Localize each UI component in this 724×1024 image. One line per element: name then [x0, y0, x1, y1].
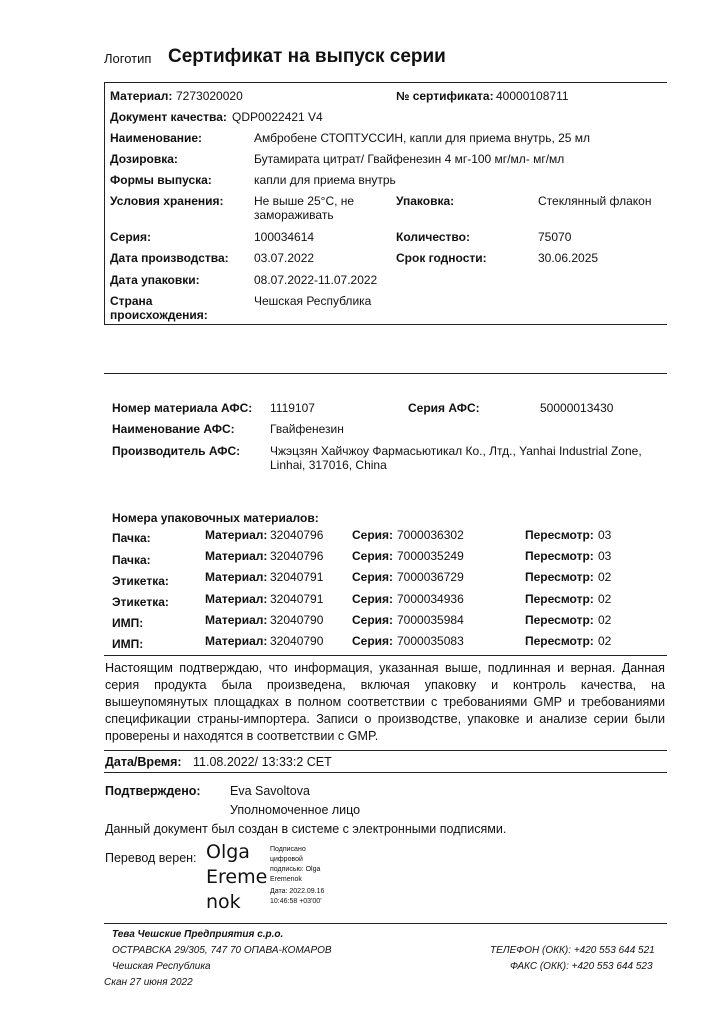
footer-phone: ТЕЛЕФОН (ОКК): +420 553 644 521 — [490, 945, 655, 956]
signature-stamp-line-3: подписью: Olga — [270, 866, 321, 873]
statement-divider — [104, 750, 667, 751]
pkg-material-value: 32040790 — [270, 634, 324, 648]
pkg-review-label: Пересмотр: — [525, 592, 594, 606]
dosage-value: Бутамирата цитрат/ Гвайфенезин 4 мг-100 мг/мл- мг/мл — [254, 152, 565, 166]
signature-stamp-line-1: Подписано — [270, 846, 306, 853]
expiry-label: Срок годности: — [396, 251, 487, 265]
footer-company: Тева Чешские Предприятия с.р.о. — [112, 929, 284, 940]
footer-divider — [104, 923, 667, 924]
material-value: 7273020020 — [176, 89, 243, 103]
product-name-label: Наименование: — [110, 131, 203, 145]
certificate-label: № сертификата: — [396, 89, 494, 103]
material-label: Материал: — [110, 89, 173, 103]
box-bottom-border — [104, 324, 667, 325]
pkg-material-label: Материал: — [205, 549, 268, 563]
pkg-series-value: 7000034936 — [397, 592, 464, 606]
pkg-material-label: Материал: — [205, 528, 268, 542]
packing-date-value: 08.07.2022-11.07.2022 — [254, 273, 378, 287]
form-value: капли для приема внутрь — [254, 173, 396, 187]
certification-statement: Настоящим подтверждаю, что информация, указанная выше, подлинная и верная. Данная серия продукта была произведена, включая упаковку и контроль качества, на вышеупомянутых площадках в полном соответствии с требованиями GMP и требованиями спецификации страны-импортера. Записи о производстве, упаковке и анализе серии были проверены и находятся в соответствии с GMP. — [105, 661, 665, 743]
api-manufacturer-line-1: Чжэцзян Хайчжоу Фармасьютикал Ко., Лтд., Yanhai Industrial Zone, — [270, 444, 642, 458]
signature-stamp-line-4: Eremenok — [270, 876, 302, 883]
pkg-series-value: 7000036302 — [397, 528, 464, 542]
pkg-material-value: 32040796 — [270, 528, 324, 542]
pkg-material-value: 32040796 — [270, 549, 324, 563]
production-date-value: 03.07.2022 — [254, 251, 315, 265]
form-label: Формы выпуска: — [110, 173, 212, 187]
pkg-series-value: 7000035984 — [397, 613, 464, 627]
packing-date-label: Дата упаковки: — [110, 273, 200, 287]
api-series-label: Серия АФС: — [408, 401, 480, 415]
confirmed-name: Eva Savoltova — [230, 784, 310, 798]
pkg-material-label: Материал: — [205, 634, 268, 648]
storage-value-line-1: Не выше 25°С, не — [254, 194, 355, 208]
pkg-type: Пачка: — [112, 553, 151, 567]
electronic-signature-note: Данный документ был создан в системе с электронными подписями. — [105, 822, 507, 836]
box-left-border — [104, 82, 105, 325]
pkg-series-label: Серия: — [352, 570, 394, 584]
pkg-series-value: 7000036729 — [397, 570, 464, 584]
series-value: 100034614 — [254, 230, 315, 244]
origin-value: Чешская Республика — [254, 294, 372, 308]
quantity-label: Количество: — [396, 230, 470, 244]
pkg-material-value: 32040791 — [270, 592, 324, 606]
page-title: Сертификат на выпуск серии — [168, 46, 446, 67]
pkg-review-value: 03 — [598, 528, 612, 542]
api-box-top-border — [104, 373, 667, 374]
api-material-value: 1119107 — [270, 401, 315, 415]
quality-doc-label: Документ качества: — [110, 110, 227, 124]
pkg-type: Пачка: — [112, 531, 151, 545]
storage-value-line-2: замораживать — [254, 208, 334, 222]
origin-label-line-1: Страна — [110, 294, 153, 308]
dosage-label: Дозировка: — [110, 152, 178, 166]
api-manufacturer-line-2: Linhai, 317016, China — [270, 458, 387, 472]
box-top-border — [104, 82, 667, 83]
section-divider — [104, 655, 667, 656]
pkg-review-label: Пересмотр: — [525, 570, 594, 584]
confirmed-label: Подтверждено: — [105, 784, 201, 798]
datetime-divider — [104, 772, 667, 773]
pkg-material-label: Материал: — [205, 570, 268, 584]
pkg-series-value: 7000035083 — [397, 634, 464, 648]
expiry-value: 30.06.2025 — [538, 251, 599, 265]
api-material-label: Номер материала АФС: — [112, 401, 253, 415]
signature-name-line-1: Olga — [206, 841, 250, 863]
pkg-review-value: 03 — [598, 549, 612, 563]
pkg-review-value: 02 — [598, 634, 612, 648]
footer-fax: ФАКС (ОКК): +420 553 644 523 — [510, 961, 653, 972]
production-date-label: Дата производства: — [110, 251, 229, 265]
packaging-materials-heading: Номера упаковочных материалов: — [112, 511, 319, 525]
signature-name-line-2: Ereme — [206, 866, 268, 888]
pkg-type: ИМП: — [112, 637, 144, 651]
pkg-review-label: Пересмотр: — [525, 528, 594, 542]
packaging-value: Стеклянный флакон — [538, 194, 652, 208]
translation-verified-label: Перевод верен: — [105, 851, 197, 865]
quality-doc-value: QDP0022421 V4 — [232, 110, 323, 124]
footer-scan-date: Скан 27 июня 2022 — [104, 977, 193, 988]
pkg-material-label: Материал: — [205, 613, 268, 627]
pkg-review-label: Пересмотр: — [525, 634, 594, 648]
packaging-label: Упаковка: — [396, 194, 455, 208]
signature-stamp-line-6: 10:46:58 +03'00' — [270, 898, 322, 905]
datetime-value: 11.08.2022/ 13:33:2 CET — [193, 755, 332, 769]
product-name-value: Амбробене СТОПТУССИН, капли для приема внутрь, 25 мл — [254, 131, 591, 145]
api-name-label: Наименование АФС: — [112, 422, 235, 436]
pkg-series-label: Серия: — [352, 528, 394, 542]
logo-placeholder: Логотип — [104, 51, 152, 66]
pkg-type: ИМП: — [112, 616, 144, 630]
pkg-series-label: Серия: — [352, 613, 394, 627]
pkg-review-value: 02 — [598, 613, 612, 627]
pkg-type: Этикетка: — [112, 574, 169, 588]
confirmed-role: Уполномоченное лицо — [230, 803, 361, 817]
footer-address: ОСТРАВСКА 29/305, 747 70 ОПАВА-КОМАРОВ — [112, 945, 332, 956]
origin-label-line-2: происхождения: — [110, 308, 208, 322]
pkg-material-value: 32040790 — [270, 613, 324, 627]
api-manufacturer-label: Производитель АФС: — [112, 444, 241, 458]
signature-name-line-3: nok — [206, 891, 241, 913]
pkg-material-value: 32040791 — [270, 570, 324, 584]
pkg-review-label: Пересмотр: — [525, 549, 594, 563]
api-name-value: Гвайфенезин — [270, 422, 344, 436]
storage-label: Условия хранения: — [110, 194, 224, 208]
pkg-series-label: Серия: — [352, 592, 394, 606]
signature-stamp-line-5: Дата: 2022.09.16 — [270, 888, 325, 895]
pkg-review-value: 02 — [598, 592, 612, 606]
pkg-review-label: Пересмотр: — [525, 613, 594, 627]
pkg-type: Этикетка: — [112, 595, 169, 609]
quantity-value: 75070 — [538, 230, 572, 244]
signature-stamp-line-2: цифровой — [270, 856, 303, 863]
pkg-series-value: 7000035249 — [397, 549, 464, 563]
certificate-value: 40000108711 — [496, 89, 569, 103]
footer-country: Чешская Республика — [112, 961, 211, 972]
pkg-material-label: Материал: — [205, 592, 268, 606]
series-label: Серия: — [110, 230, 152, 244]
datetime-label: Дата/Время: — [105, 755, 182, 769]
pkg-series-label: Серия: — [352, 549, 394, 563]
api-series-value: 50000013430 — [540, 401, 614, 415]
pkg-review-value: 02 — [598, 570, 612, 584]
pkg-series-label: Серия: — [352, 634, 394, 648]
